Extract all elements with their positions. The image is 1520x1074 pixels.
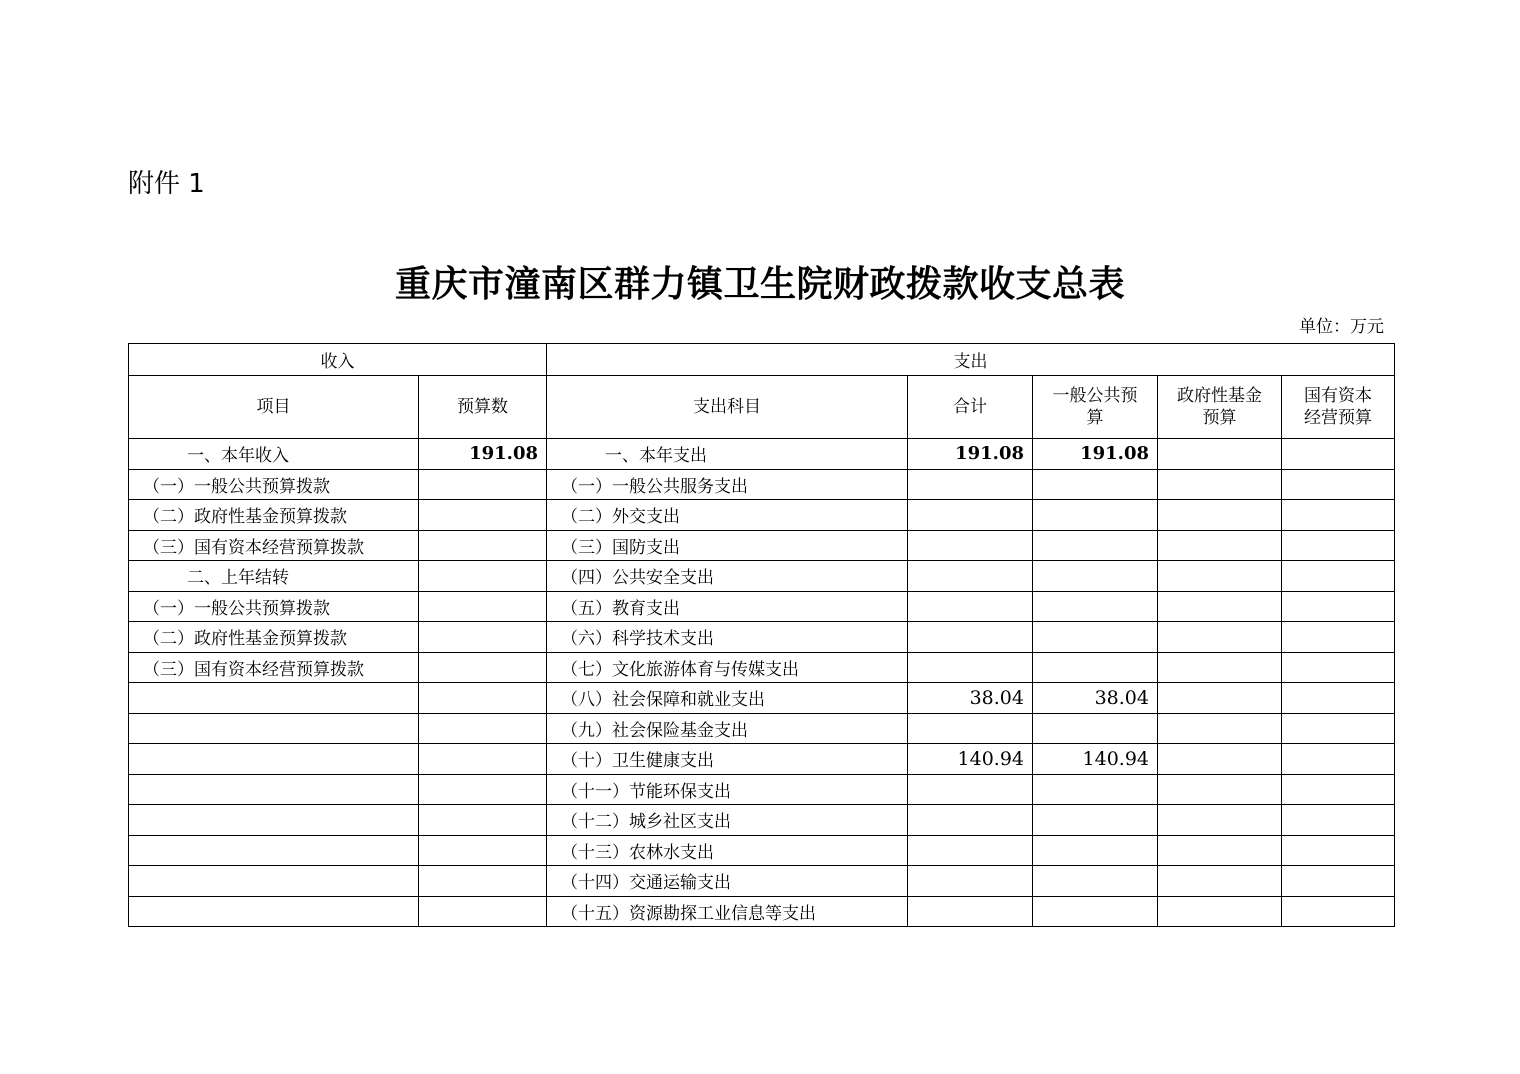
cell-state-capital — [1282, 561, 1395, 592]
table-row — [129, 530, 1395, 561]
cell-total — [908, 805, 1033, 836]
cell-item — [129, 896, 419, 927]
cell-state-capital — [1282, 805, 1395, 836]
cell-gov-fund — [1158, 713, 1282, 744]
cell-budget — [419, 896, 547, 927]
cell-expense-subject: （一）一般公共服务支出 — [547, 469, 908, 500]
page-title: 重庆市潼南区群力镇卫生院财政拨款收支总表 — [394, 263, 1125, 305]
cell-item — [129, 683, 419, 714]
table-row — [129, 805, 1395, 836]
table-row — [129, 652, 1395, 683]
cell-state-capital — [1282, 652, 1395, 683]
column-header-total: 合计 — [908, 376, 1033, 439]
cell-budget — [419, 622, 547, 653]
attachment-label: 附件 1 — [128, 169, 205, 199]
income-header: 收入 — [129, 344, 547, 376]
cell-total — [908, 469, 1033, 500]
budget-summary-table — [128, 343, 1395, 927]
cell-gov-fund — [1158, 469, 1282, 500]
cell-total — [908, 896, 1033, 927]
table-row — [129, 622, 1395, 653]
cell-total — [908, 774, 1033, 805]
table-row — [129, 774, 1395, 805]
cell-general-public — [1033, 591, 1158, 622]
cell-general-public — [1033, 652, 1158, 683]
column-header-gov-fund: 政府性基金预算 — [1158, 376, 1282, 439]
cell-state-capital — [1282, 469, 1395, 500]
cell-item — [129, 835, 419, 866]
cell-item: （一）一般公共预算拨款 — [129, 469, 419, 500]
cell-expense-subject: （四）公共安全支出 — [547, 561, 908, 592]
cell-expense-subject: （十三）农林水支出 — [547, 835, 908, 866]
table-section-header-row — [129, 344, 1395, 376]
cell-state-capital — [1282, 622, 1395, 653]
table-row — [129, 744, 1395, 775]
cell-total — [908, 835, 1033, 866]
cell-gov-fund — [1158, 622, 1282, 653]
table-row — [129, 835, 1395, 866]
cell-expense-subject: （二）外交支出 — [547, 500, 908, 531]
cell-item: 二、上年结转 — [129, 561, 419, 592]
cell-budget — [419, 500, 547, 531]
cell-item: （三）国有资本经营预算拨款 — [129, 530, 419, 561]
cell-budget — [419, 469, 547, 500]
cell-item: 一、本年收入 — [129, 439, 419, 470]
cell-state-capital — [1282, 683, 1395, 714]
cell-item: （二）政府性基金预算拨款 — [129, 500, 419, 531]
cell-expense-subject: （十一）节能环保支出 — [547, 774, 908, 805]
column-header-state-capital: 国有资本经营预算 — [1282, 376, 1395, 439]
cell-budget — [419, 713, 547, 744]
cell-gov-fund — [1158, 591, 1282, 622]
cell-state-capital — [1282, 713, 1395, 744]
table-column-header-row — [129, 376, 1395, 439]
table-row — [129, 591, 1395, 622]
cell-general-public — [1033, 500, 1158, 531]
cell-item — [129, 805, 419, 836]
cell-expense-subject: （三）国防支出 — [547, 530, 908, 561]
cell-gov-fund — [1158, 866, 1282, 897]
cell-general-public: 191.08 — [1033, 439, 1158, 470]
cell-general-public — [1033, 530, 1158, 561]
cell-gov-fund — [1158, 744, 1282, 775]
cell-general-public — [1033, 622, 1158, 653]
cell-budget — [419, 774, 547, 805]
cell-general-public: 38.04 — [1033, 683, 1158, 714]
cell-item — [129, 713, 419, 744]
cell-state-capital — [1282, 530, 1395, 561]
cell-expense-subject: （十二）城乡社区支出 — [547, 805, 908, 836]
cell-general-public — [1033, 469, 1158, 500]
cell-budget — [419, 805, 547, 836]
cell-expense-subject: （五）教育支出 — [547, 591, 908, 622]
cell-general-public — [1033, 774, 1158, 805]
table-row — [129, 500, 1395, 531]
cell-budget: 191.08 — [419, 439, 547, 470]
cell-general-public — [1033, 713, 1158, 744]
cell-state-capital — [1282, 591, 1395, 622]
table-row — [129, 439, 1395, 470]
cell-budget — [419, 652, 547, 683]
cell-expense-subject: 一、本年支出 — [547, 439, 908, 470]
cell-budget — [419, 835, 547, 866]
cell-expense-subject: （七）文化旅游体育与传媒支出 — [547, 652, 908, 683]
cell-budget — [419, 530, 547, 561]
cell-gov-fund — [1158, 683, 1282, 714]
cell-budget — [419, 744, 547, 775]
cell-state-capital — [1282, 896, 1395, 927]
cell-budget — [419, 683, 547, 714]
cell-total — [908, 866, 1033, 897]
expense-header: 支出 — [547, 344, 1395, 376]
cell-gov-fund — [1158, 652, 1282, 683]
cell-expense-subject: （八）社会保障和就业支出 — [547, 683, 908, 714]
cell-item: （二）政府性基金预算拨款 — [129, 622, 419, 653]
cell-expense-subject: （六）科学技术支出 — [547, 622, 908, 653]
cell-total: 38.04 — [908, 683, 1033, 714]
cell-item — [129, 866, 419, 897]
column-header-expense-subject: 支出科目 — [547, 376, 908, 439]
unit-label: 单位：万元 — [1299, 317, 1384, 337]
table-row — [129, 713, 1395, 744]
cell-total — [908, 500, 1033, 531]
cell-total: 140.94 — [908, 744, 1033, 775]
cell-item — [129, 744, 419, 775]
cell-expense-subject: （十五）资源勘探工业信息等支出 — [547, 896, 908, 927]
cell-item: （一）一般公共预算拨款 — [129, 591, 419, 622]
column-header-budget: 预算数 — [419, 376, 547, 439]
cell-state-capital — [1282, 500, 1395, 531]
cell-total — [908, 561, 1033, 592]
cell-general-public — [1033, 866, 1158, 897]
cell-budget — [419, 561, 547, 592]
cell-gov-fund — [1158, 439, 1282, 470]
cell-gov-fund — [1158, 805, 1282, 836]
cell-total: 191.08 — [908, 439, 1033, 470]
table-row — [129, 866, 1395, 897]
cell-state-capital — [1282, 439, 1395, 470]
table-row — [129, 469, 1395, 500]
cell-gov-fund — [1158, 835, 1282, 866]
cell-state-capital — [1282, 774, 1395, 805]
cell-expense-subject: （十四）交通运输支出 — [547, 866, 908, 897]
cell-total — [908, 591, 1033, 622]
cell-gov-fund — [1158, 500, 1282, 531]
table-row — [129, 561, 1395, 592]
cell-item — [129, 774, 419, 805]
cell-expense-subject: （九）社会保险基金支出 — [547, 713, 908, 744]
cell-general-public: 140.94 — [1033, 744, 1158, 775]
cell-expense-subject: （十）卫生健康支出 — [547, 744, 908, 775]
cell-budget — [419, 591, 547, 622]
table-row — [129, 683, 1395, 714]
cell-item: （三）国有资本经营预算拨款 — [129, 652, 419, 683]
cell-general-public — [1033, 896, 1158, 927]
column-header-item: 项目 — [129, 376, 419, 439]
cell-total — [908, 530, 1033, 561]
cell-gov-fund — [1158, 896, 1282, 927]
cell-general-public — [1033, 561, 1158, 592]
cell-gov-fund — [1158, 774, 1282, 805]
cell-general-public — [1033, 805, 1158, 836]
cell-general-public — [1033, 835, 1158, 866]
cell-state-capital — [1282, 744, 1395, 775]
cell-total — [908, 622, 1033, 653]
cell-total — [908, 713, 1033, 744]
cell-state-capital — [1282, 835, 1395, 866]
cell-gov-fund — [1158, 530, 1282, 561]
cell-gov-fund — [1158, 561, 1282, 592]
table-row — [129, 896, 1395, 927]
column-header-general-public: 一般公共预算 — [1033, 376, 1158, 439]
cell-budget — [419, 866, 547, 897]
cell-state-capital — [1282, 866, 1395, 897]
cell-total — [908, 652, 1033, 683]
